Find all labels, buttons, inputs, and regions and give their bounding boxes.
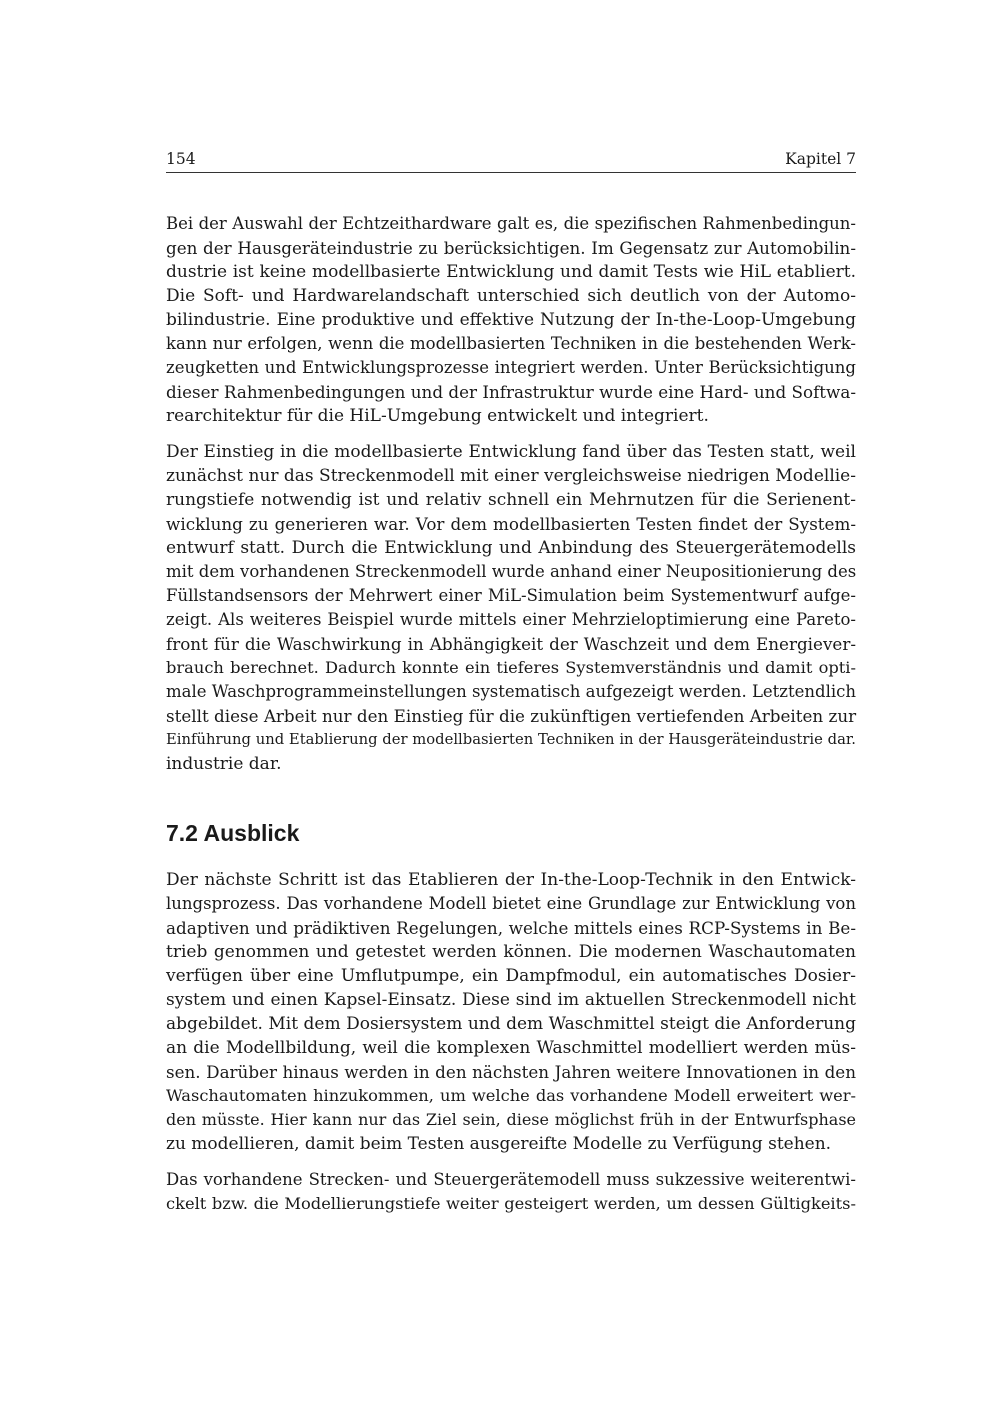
text-line: mit dem vorhandenen Streckenmodell wurde anhand einer Neupositionierung des — [166, 562, 857, 581]
text-line: dieser Rahmenbedingungen und der Infrastruktur wurde eine Hard- und Softwa- — [166, 382, 856, 402]
text-line: bilindustrie. Eine produktive und effektive Nutzung der In-the-Loop-Umgebung — [166, 310, 856, 330]
text-line: verfügen über eine Umflutpumpe, ein Dampfmodul, ein automatisches Dosier- — [166, 966, 856, 986]
text-line: Waschautomaten hinzukommen, um welche das vorhandene Modell erweitert wer- — [166, 1086, 856, 1105]
text-line: Der nächste Schritt ist das Etablieren der In-the-Loop-Technik in den Entwick- — [166, 870, 856, 890]
text-line: Einführung und Etablierung der modellbasierten Techniken in der Hausgeräteindustrie dar. — [166, 731, 856, 748]
text-line: entwurf statt. Durch die Entwicklung und Anbindung des Steuergerätemodells — [166, 538, 856, 558]
text-line: front für die Waschwirkung in Abhängigkeit der Waschzeit und dem Energiever- — [166, 634, 856, 654]
page-number: 154 — [166, 150, 196, 168]
text-line: ckelt bzw. die Modellierungstiefe weiter gesteigert werden, um dessen Gültigkeits- — [166, 1194, 856, 1213]
text-line: Die Soft- und Hardwarelandschaft unterschied sich deutlich von der Automo- — [166, 286, 856, 306]
text-line: trieb genommen und getestet werden können. Die modernen Waschautomaten — [166, 942, 856, 962]
text-line: stellt diese Arbeit nur den Einstieg für die zukünftigen vertiefenden Arbeiten zur — [166, 706, 857, 726]
text-line: an die Modellbildung, weil die komplexen Waschmittel modelliert werden müs- — [166, 1038, 856, 1058]
text-line: zu modellieren, damit beim Testen ausgereifte Modelle zu Verfügung stehen. — [166, 1134, 832, 1154]
page-header — [166, 148, 856, 173]
text-line: zeigt. Als weiteres Beispiel wurde mittels einer Mehrzieloptimierung eine Pareto- — [166, 610, 856, 629]
text-line: lungsprozess. Das vorhandene Modell bietet eine Grundlage zur Entwicklung von — [166, 894, 856, 913]
text-line: Der Einstieg in die modellbasierte Entwicklung fand über das Testen statt, weil — [166, 442, 856, 462]
section-heading: 7.2 Ausblick — [166, 820, 300, 846]
text-line: brauch berechnet. Dadurch konnte ein tieferes Systemverständnis und damit opti- — [166, 658, 856, 677]
text-line: gen der Hausgeräteindustrie zu berücksichtigen. Im Gegensatz zur Automobilin- — [166, 238, 856, 258]
text-line: den müsste. Hier kann nur das Ziel sein, diese möglichst früh in der Entwurfsphase — [166, 1110, 856, 1129]
running-head: Kapitel 7 — [785, 150, 856, 168]
text-line: industrie dar. — [166, 754, 282, 774]
text-line: Das vorhandene Strecken- und Steuergerätemodell muss sukzessive weiterentwi- — [166, 1170, 856, 1189]
text-line: wicklung zu generieren war. Vor dem modellbasierten Testen findet der System- — [166, 514, 856, 534]
text-line: kann nur erfolgen, wenn die modellbasierten Techniken in die bestehenden Werk- — [166, 334, 856, 353]
text-line: system und einen Kapsel-Einsatz. Diese sind im aktuellen Streckenmodell nicht — [166, 990, 856, 1010]
text-line: dustrie ist keine modellbasierte Entwicklung und damit Tests wie HiL etabliert. — [166, 262, 856, 282]
text-line: zeugketten und Entwicklungsprozesse integriert werden. Unter Berücksichtigung — [166, 358, 856, 377]
text-line: zunächst nur das Streckenmodell mit einer vergleichsweise niedrigen Modellie- — [166, 466, 856, 486]
text-line: rearchitektur für die HiL-Umgebung entwickelt und integriert. — [166, 406, 709, 426]
text-line: abgebildet. Mit dem Dosiersystem und dem Waschmittel steigt die Anforderung — [166, 1014, 856, 1034]
text-line: Bei der Auswahl der Echtzeithardware galt es, die spezifischen Rahmenbedingun- — [166, 214, 856, 233]
text-line: sen. Darüber hinaus werden in den nächsten Jahren weitere Innovationen in den — [166, 1062, 856, 1082]
text-line: male Waschprogrammeinstellungen systematisch aufgezeigt werden. Letztendlich — [166, 682, 856, 701]
text-line: adaptiven und prädiktiven Regelungen, welche mittels eines RCP-Systems in Be- — [166, 918, 856, 938]
text-line: rungstiefe notwendig ist und relativ schnell ein Mehrnutzen für die Serienent- — [166, 490, 856, 510]
text-line: Füllstandsensors der Mehrwert einer MiL-Simulation beim Systementwurf aufge- — [166, 586, 856, 605]
